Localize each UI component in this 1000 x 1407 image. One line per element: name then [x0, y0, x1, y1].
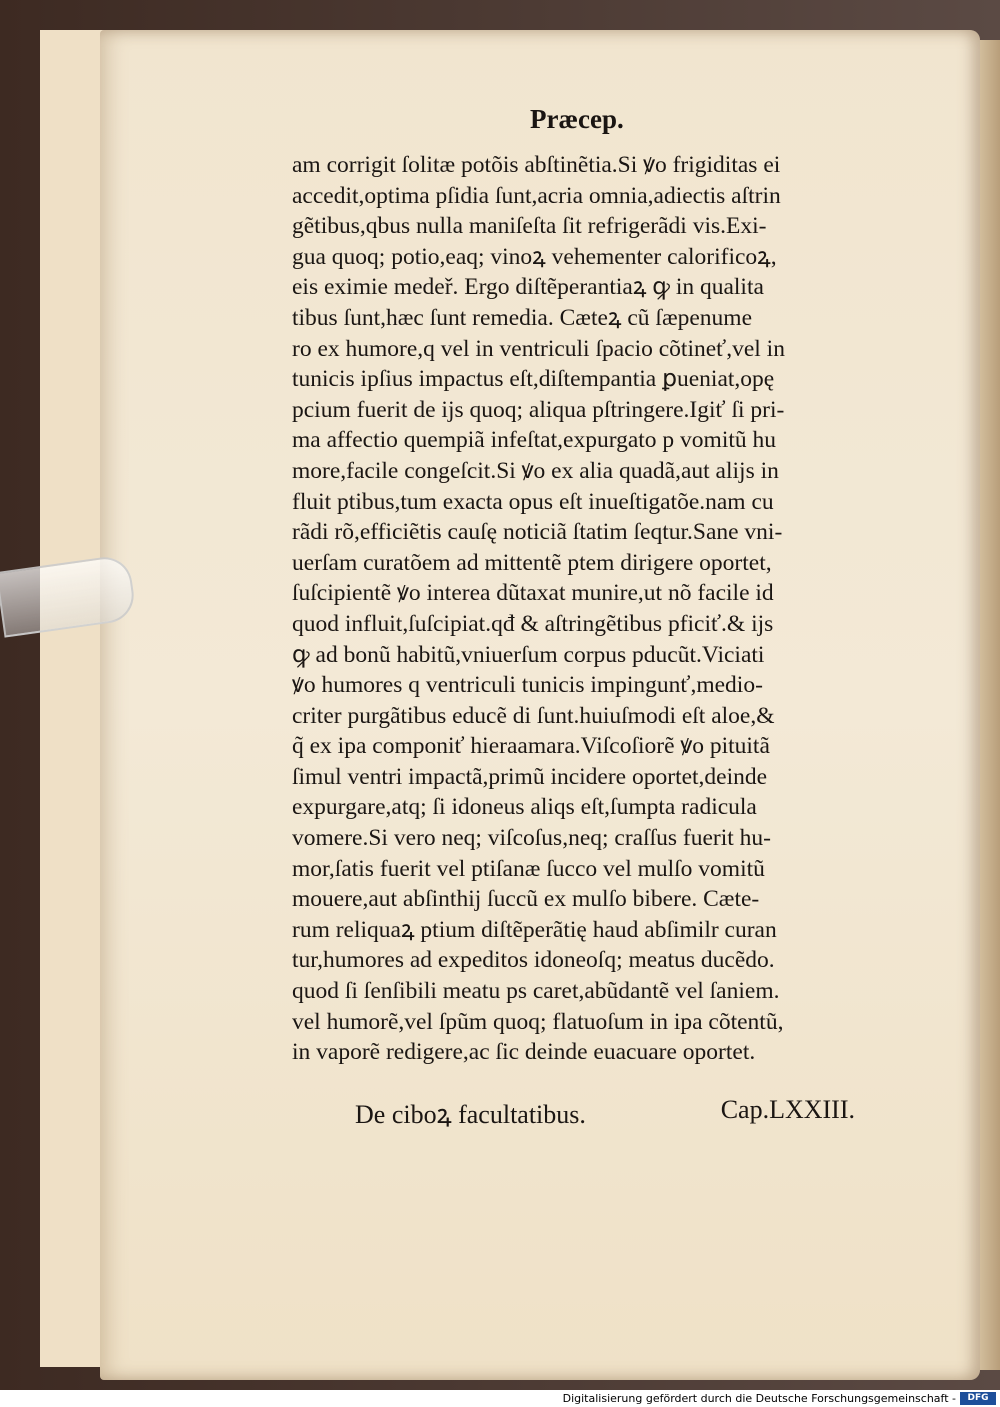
chapter-title: De ciboꝝ facultatibus. — [355, 1100, 586, 1129]
text-line: uerſam curatõem ad mittentẽ ptem dirigere oportet, — [292, 549, 772, 576]
text-line: vomere.Si vero neq; viſcoſus,neq; craſſus fuerit hu- — [292, 825, 772, 852]
footer-bar — [0, 1390, 1000, 1407]
text-line: tur,humores ad expeditos idoneoſq; meatus ducẽdo. — [292, 947, 775, 974]
text-line: rãdi rõ,efficiẽtis cauſę noticiã ſtatim ſeqtur.Sane vni- — [292, 519, 783, 546]
text-line: tunicis ipſius impactus eſt,diſtempantia ꝑueniat,opę — [292, 366, 775, 393]
text-line: mor,ſatis fuerit vel ptiſanæ ſucco vel mulſo vomitũ — [292, 855, 765, 882]
text-line: am corrigit ſolitæ potõis abſtinẽtia.Si ꝟo frigiditas ei — [292, 152, 781, 178]
running-head: Præcep. — [530, 104, 624, 134]
text-line: rum reliquaꝝ ptium diſtẽperãtię haud abſimilr curan — [292, 916, 777, 943]
text-line: ſimul ventri impactã,primũ incidere oportet,deinde — [292, 763, 768, 790]
text-line: quod influit,ſuſcipiat.qđ & aſtringẽtibus pficiť.& ijs — [292, 610, 774, 637]
text-line: mouere,aut abſinthij ſuccũ ex mulſo bibere. Cæte- — [292, 886, 760, 913]
text-line: q̃ ex ipa componiť hieraamara.Viſcoſiorẽ ꝟo pituitã — [292, 733, 770, 760]
text-line: ma affectio quempiã infeſtat,expurgato p vomitũ hu — [292, 427, 777, 454]
text-line: more,facile congeſcit.Si ꝟo ex alia quadã,aut alijs in — [292, 457, 779, 484]
text-line: criter purgãtibus educẽ di ſunt.huiuſmodi eſt aloe,& — [292, 702, 775, 729]
text-line: ro ex humore,q vel in ventriculi ſpacio cõtineť,vel in — [292, 335, 785, 362]
chapter-number: Cap.LXXIII. — [720, 1095, 855, 1124]
body-text — [292, 150, 904, 1068]
chapter-heading — [355, 1095, 855, 1131]
text-line: vel humorẽ,vel ſpũm quoq; flatuoſum in ipa cõtentũ, — [292, 1008, 784, 1035]
text-line: pcium fuerit de ijs quoq; aliqua pſtringere.Igiť ſi pri- — [292, 396, 785, 423]
text-line: fluit ptibus,tum exacta opus eſt inueſtigatõe.nam cu — [292, 488, 774, 515]
text-line: tibus ſunt,hæc ſunt remedia. Cæteꝝ cũ ſæpenume — [292, 304, 753, 331]
dfg-logo: DFG — [960, 1392, 996, 1405]
text-line: eis eximie medeř. Ergo diſtẽperantiaꝝ ꝙ in qualita — [292, 274, 764, 301]
text-line: gẽtibus,qbus nulla maniſeſta ſit refrigerãdi vis.Exi- — [292, 213, 767, 240]
text-line: ſuſcipientẽ ꝟo interea dũtaxat munire,ut nõ facile id — [292, 580, 774, 607]
text-line: expurgare,atq; ſi idoneus aliqs eſt,ſumpta radicula — [292, 794, 757, 821]
text-line: ꝙ ad bonũ habitũ,vniuerſum corpus pducũt.Viciati — [292, 641, 765, 668]
text-line: gua quoq; potio,eaq; vinoꝝ vehementer calorificoꝝ, — [292, 243, 777, 270]
text-line: quod ſi ſenſibili meatu ps caret,abũdantẽ vel ſaniem. — [292, 978, 780, 1005]
footer-credit: Digitalisierung gefördert durch die Deutsche Forschungsgemeinschaft - — [562, 1392, 956, 1405]
text-line: in vaporẽ redigere,ac ſic deinde euacuare oportet. — [292, 1039, 756, 1066]
text-line: accedit,optima pſidia ſunt,acria omnia,adiectis aſtrin — [292, 182, 781, 209]
text-line: ꝟo humores q ventriculi tunicis impingunť,medio- — [292, 672, 763, 699]
